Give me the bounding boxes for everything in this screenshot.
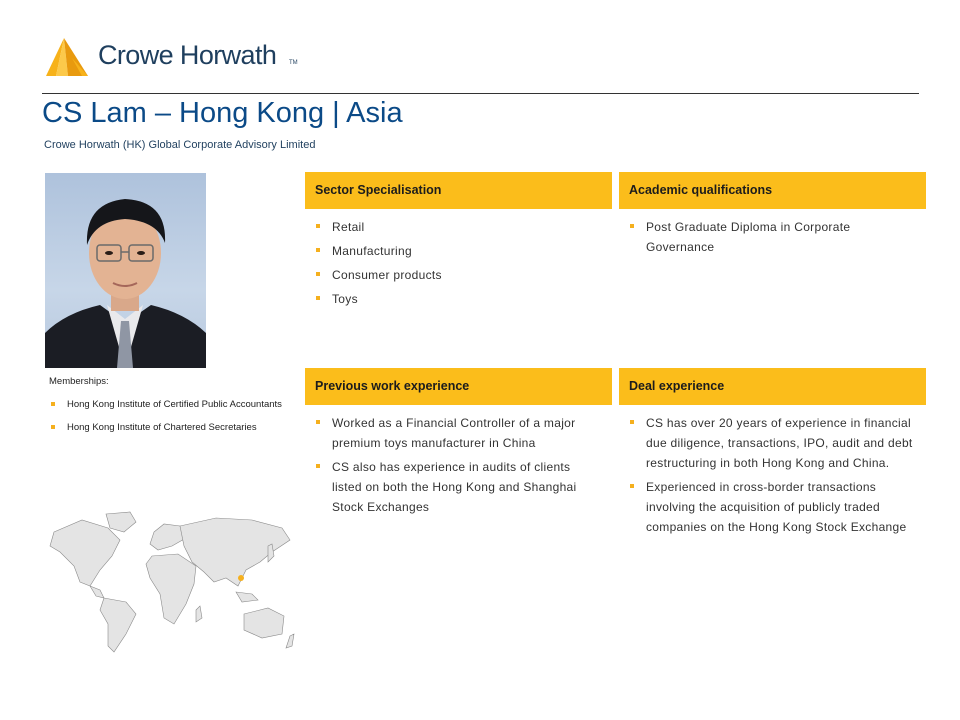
list-item: CS has over 20 years of experience in financial due diligence, transactions, IPO, audit and debt restructuring in both Hong Kong and China. [627,413,914,473]
previous-list [305,405,612,517]
crowe-horwath-logo [42,36,312,78]
company-subtitle: Crowe Horwath (HK) Global Corporate Advisory Limited [44,139,316,151]
section-header: Previous work experience [305,368,612,405]
section-header: Academic qualifications [619,172,926,209]
list-item: Worked as a Financial Controller of a major premium toys manufacturer in China [313,413,600,453]
sector-list [305,209,612,309]
crowe-triangle-logo-icon [42,36,94,78]
list-item: Toys [313,289,600,309]
list-item: Experienced in cross-border transactions involving the acquisition of publicly traded companies on the Hong Kong Stock Exchange [627,477,914,537]
profile-photo [45,173,206,368]
list-item: Retail [313,217,600,237]
memberships-label: Memberships: [49,376,109,387]
list-item: Hong Kong Institute of Certified Public Accountants [49,397,299,412]
memberships-list [49,397,299,435]
memberships [49,376,299,443]
header-rule [42,93,919,94]
deal-experience-section [619,368,926,541]
logo-wordmark: Crowe Horwath [98,40,277,70]
section-header: Deal experience [619,368,926,405]
trademark-mark: TM [289,60,298,66]
location-marker-icon [238,575,244,581]
world-map-icon [46,506,296,656]
academic-list [619,209,926,257]
sector-specialisation-section [305,172,612,313]
academic-qualifications-section [619,172,926,261]
list-item: Post Graduate Diploma in Corporate Governance [627,217,914,257]
page-title: CS Lam – Hong Kong | Asia [42,97,403,129]
section-header: Sector Specialisation [305,172,612,209]
list-item: Consumer products [313,265,600,285]
list-item: Manufacturing [313,241,600,261]
list-item: Hong Kong Institute of Chartered Secretaries [49,420,299,435]
deal-list [619,405,926,537]
previous-work-experience-section [305,368,612,521]
list-item: CS also has experience in audits of clients listed on both the Hong Kong and Shanghai Stock Exchanges [313,457,600,517]
